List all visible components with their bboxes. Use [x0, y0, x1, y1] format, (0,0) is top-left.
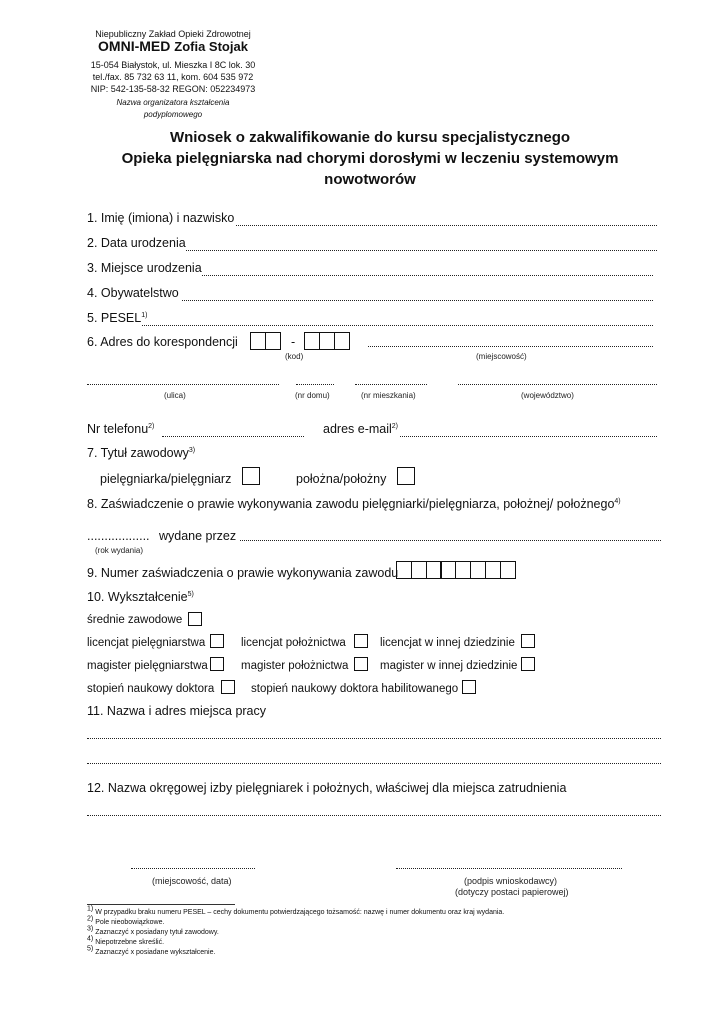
email-sup: 2)	[391, 422, 399, 430]
footnote-4	[87, 935, 165, 948]
field-name-label: 1. Imię (imiona) i nazwisko	[87, 211, 235, 225]
edu-secondary-label: średnie zawodowe	[87, 614, 183, 626]
place-date-line[interactable]	[131, 868, 255, 869]
edu-phd-label: stopień naukowy doktora	[87, 683, 215, 695]
field-voivodeship-line[interactable]	[458, 384, 657, 385]
organizer-note-1: Nazwa organizatora kształcenia	[116, 98, 230, 107]
field-workplace-line-2[interactable]	[87, 763, 661, 764]
edu-habilitation-checkbox[interactable]	[462, 680, 476, 694]
edu-bsc-other-checkbox[interactable]	[521, 634, 535, 648]
edu-secondary-checkbox[interactable]	[188, 612, 202, 626]
edu-bsc-nursing-checkbox[interactable]	[210, 634, 224, 648]
footnote-3-num: 3)	[87, 925, 94, 933]
email-text: adres e-mail	[323, 422, 392, 436]
field-city-line[interactable]	[368, 346, 653, 347]
organizer-address: 15-054 Białystok, ul. Mieszka I 8C lok. 30	[90, 60, 256, 70]
edu-msc-nursing-checkbox[interactable]	[210, 657, 224, 671]
field-birthdate-line[interactable]	[186, 250, 657, 251]
license-number-cells[interactable]	[396, 561, 516, 579]
field-street-line[interactable]	[87, 384, 279, 385]
field-workplace-line-1[interactable]	[87, 738, 661, 739]
organizer-note-2: podyplomowego	[143, 110, 203, 119]
field-house-line[interactable]	[296, 384, 334, 385]
edu-phd-checkbox[interactable]	[221, 680, 235, 694]
option-midwife-checkbox[interactable]	[397, 467, 415, 485]
option-nurse-label: pielęgniarka/pielęgniarz	[100, 472, 232, 486]
title-sup: 3)	[188, 446, 196, 454]
field-phone-line[interactable]	[162, 436, 304, 437]
field-chamber-line[interactable]	[87, 815, 661, 816]
license-year-caption: (rok wydania)	[95, 546, 144, 555]
field-address-label: 6. Adres do korespondencji	[87, 335, 238, 349]
education-sup: 5)	[187, 590, 194, 598]
postal-code-caption: (kod)	[285, 352, 304, 361]
signature-caption-1: (podpis wnioskodawcy)	[464, 876, 558, 886]
signature-caption-2: (dotyczy postaci papierowej)	[455, 887, 569, 897]
field-title-label	[87, 446, 195, 460]
house-caption: (nr domu)	[295, 391, 330, 400]
option-nurse-checkbox[interactable]	[242, 467, 260, 485]
brand-name: OMNI-MED	[98, 38, 171, 54]
footnote-1	[87, 905, 505, 918]
footnote-5-text: Zaznaczyć x posiadane wykształcenie.	[95, 949, 216, 956]
brand-suffix: Zofia Stojak	[174, 39, 248, 54]
edu-msc-midwifery-checkbox[interactable]	[354, 657, 368, 671]
footnote-1-text: W przypadku braku numeru PESEL – cechy dokumentu potwierdzającego tożsamość: nazwę i numer dokumentu oraz kraj wydania.	[95, 909, 505, 916]
field-name-line[interactable]	[236, 225, 657, 226]
field-citizenship-line[interactable]	[182, 300, 653, 301]
field-education-label	[87, 590, 194, 604]
license-year-dots[interactable]: ..................	[87, 529, 150, 543]
form-title-1: Wniosek o zakwalifikowanie do kursu specjalistycznego	[169, 129, 571, 146]
edu-bsc-nursing-label: licencjat pielęgniarstwa	[87, 637, 206, 649]
license-issuer-line[interactable]	[240, 540, 661, 541]
voivodeship-caption: (województwo)	[521, 391, 574, 400]
footnote-5-num: 5)	[87, 945, 94, 953]
field-birthdate-label: 2. Data urodzenia	[87, 236, 186, 250]
option-midwife-label: położna/położny	[296, 472, 387, 486]
footnote-4-num: 4)	[87, 935, 94, 943]
pesel-sup: 1)	[141, 311, 148, 319]
organizer-ids: NIP: 542-135-58-32 REGON: 052234973	[90, 84, 256, 94]
edu-msc-other-checkbox[interactable]	[521, 657, 535, 671]
field-pesel-line[interactable]	[142, 325, 653, 326]
pesel-text: 5. PESEL	[87, 311, 142, 325]
field-citizenship-label: 4. Obywatelstwo	[87, 286, 179, 300]
license-issued-label: wydane przez	[159, 529, 237, 543]
signature-line[interactable]	[396, 868, 622, 869]
form-title-2: Opieka pielęgniarska nad chorymi dorosłymi w leczeniu systemowym	[121, 150, 619, 167]
footnote-4-text: Niepotrzebne skreślić.	[95, 939, 165, 946]
footnote-2	[87, 915, 165, 928]
footnote-2-text: Pole nieobowiązkowe.	[95, 919, 165, 926]
education-text: 10. Wykształcenie	[87, 590, 188, 604]
place-date-caption: (miejscowość, data)	[152, 876, 232, 886]
organizer-name: Niepubliczny Zakład Opieki Zdrowotnej	[95, 29, 251, 39]
edu-bsc-midwifery-label: licencjat położnictwa	[241, 637, 346, 649]
edu-msc-midwifery-label: magister położnictwa	[241, 660, 349, 672]
field-email-line[interactable]	[400, 436, 657, 437]
field-email-label	[323, 422, 398, 436]
field-workplace-label: 11. Nazwa i adres miejsca pracy	[87, 704, 267, 718]
title-text: 7. Tytuł zawodowy	[87, 446, 189, 460]
field-birthplace-label: 3. Miejsce urodzenia	[87, 261, 202, 275]
footnote-3	[87, 925, 219, 938]
organizer-brand	[73, 38, 273, 54]
field-phone-label	[87, 422, 154, 436]
city-caption: (miejscowość)	[476, 352, 527, 361]
footnote-separator	[87, 904, 235, 905]
license-text: 8. Zaświadczenie o prawie wykonywania zawodu pielęgniarki/pielęgniarza, położnej/ położnego	[87, 497, 615, 511]
field-birthplace-line[interactable]	[202, 275, 653, 276]
footnote-2-num: 2)	[87, 915, 94, 923]
edu-msc-other-label: magister w innej dziedzinie	[380, 660, 518, 672]
edu-bsc-midwifery-checkbox[interactable]	[354, 634, 368, 648]
form-title-3: nowotworów	[324, 171, 416, 188]
edu-habilitation-label: stopień naukowy doktora habilitowanego	[251, 683, 459, 695]
organizer-phone: tel./fax. 85 732 63 11, kom. 604 535 972	[92, 72, 254, 82]
postal-code-first[interactable]	[250, 332, 281, 350]
street-caption: (ulica)	[164, 391, 186, 400]
apartment-caption: (nr mieszkania)	[361, 391, 416, 400]
edu-msc-nursing-label: magister pielęgniarstwa	[87, 660, 208, 672]
field-license-label	[87, 497, 621, 511]
footnote-5	[87, 945, 216, 958]
postal-dash: -	[291, 335, 296, 349]
field-pesel-label	[87, 311, 147, 325]
phone-sup: 2)	[148, 422, 155, 430]
postal-code-second[interactable]	[304, 332, 350, 350]
footnote-3-text: Zaznaczyć x posiadany tytuł zawodowy.	[95, 929, 219, 936]
edu-bsc-other-label: licencjat w innej dziedzinie	[380, 637, 515, 649]
field-apartment-line[interactable]	[355, 384, 427, 385]
field-chamber-label: 12. Nazwa okręgowej izby pielęgniarek i położnych, właściwej dla miejsca zatrudnienia	[87, 781, 567, 795]
license-sup: 4)	[614, 497, 621, 505]
footnote-1-num: 1)	[87, 905, 94, 913]
phone-text: Nr telefonu	[87, 422, 149, 436]
field-license-number-label: 9. Numer zaświadczenia o prawie wykonywania zawodu	[87, 566, 399, 580]
